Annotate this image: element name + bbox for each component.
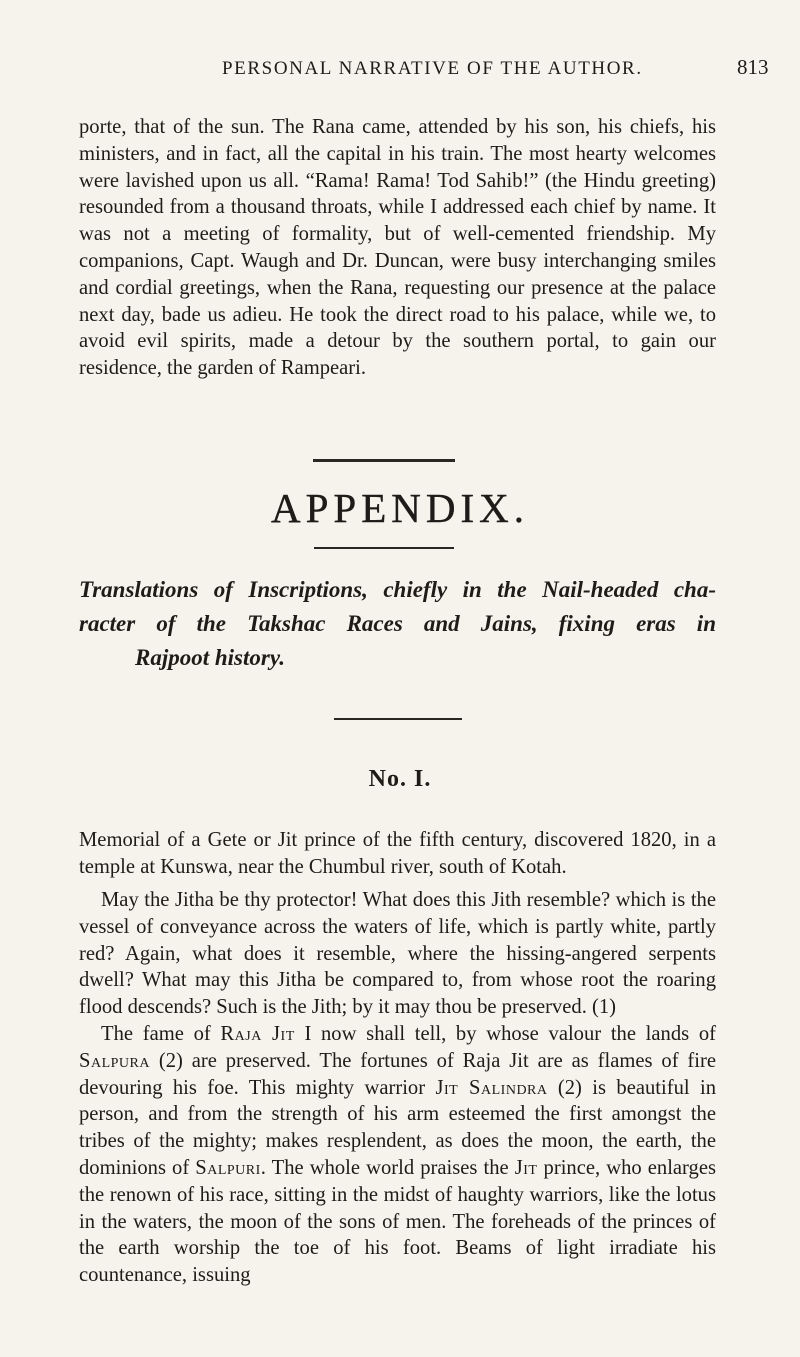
- text-run: (2) is beautiful in person, and from the strength of his arm esteemed the first amongst the tribes of the mighty; makes resplendent, as does the moon, the earth, the dominions of: [79, 1076, 716, 1179]
- name-salpuri: Salpuri: [195, 1156, 261, 1179]
- appendix-subtitle: [79, 573, 716, 675]
- inscription-number: No. I.: [368, 766, 432, 792]
- ornamental-rule-middle: [314, 547, 454, 549]
- name-jit: Jit: [514, 1156, 538, 1179]
- appendix-subtitle-line-3: Rajpoot history.: [135, 645, 285, 670]
- text-run: (2) are preserved. The fortunes of Raja Jit are as flames of fire devouring his foe. This mighty warrior: [79, 1049, 716, 1099]
- translation-paragraph-2: [79, 1021, 716, 1289]
- narrative-paragraph: porte, that of the sun. The Rana came, attended by his son, his chiefs, his ministers, and in fact, all the capital in his train. The most hearty welcomes were lavished upon us all. “Rama! Rama! Tod Sahib!” (the Hindu greeting) resounded from a thousand throats, while I addressed each chief by name. It was not a meeting of formality, but of well-cemented friendship. My companions, Capt. Waugh and Dr. Duncan, were busy interchanging smiles and cordial greetings, when the Rana, requesting our presence at the palace next day, bade us adieu. He took the direct road to his palace, while we, to avoid evil spirits, made a detour by the southern portal, to gain our residence, the garden of Rampeari.: [79, 116, 716, 380]
- memorial-intro: Memorial of a Gete or Jit prince of the fifth century, discovered 1820, in a temple at Kunswa, near the Chumbul river, south of Kotah.: [79, 829, 716, 878]
- text-run: prince, who enlarges the renown of his race, sitting in the midst of haughty warriors, like the lotus in the waters, the moon of the sons of men. The foreheads of the princes of the earth worship the toe of his foot. Beams of light irradiate his countenance, issuing: [79, 1156, 716, 1287]
- name-raja-jit: Raja Jit: [220, 1022, 295, 1045]
- ornamental-rule-lower: [334, 718, 462, 720]
- text-run: The fame of: [101, 1022, 221, 1045]
- ornamental-rule-top: [313, 459, 455, 462]
- page-number: 813: [737, 55, 769, 79]
- name-salpura: Salpura: [79, 1049, 150, 1072]
- text-run: I now shall tell, by whose valour the lands of: [294, 1022, 716, 1045]
- running-head: PERSONAL NARRATIVE OF THE AUTHOR.: [222, 58, 643, 79]
- appendix-subtitle-line-1: Translations of Inscriptions, chiefly in the Nail-headed cha-: [79, 577, 716, 602]
- appendix-subtitle-line-2: racter of the Takshac Races and Jains, fixing eras in: [79, 611, 716, 636]
- appendix-title: APPENDIX.: [271, 485, 529, 531]
- name-jit-salindra: Jit Salindra: [435, 1076, 548, 1099]
- translation-paragraph-1: May the Jitha be thy protector! What does this Jith resemble? which is the vessel of conveyance across the waters of life, which is partly white, partly red? Again, what does it resemble, where the hissing-angered serpents dwell? What may this Jitha be compared to, from whose root the roaring flood descends? Such is the Jith; by it may thou be preserved. (1): [79, 889, 716, 1019]
- text-run: . The whole world praises the: [260, 1156, 515, 1179]
- memorial-translation: [79, 887, 716, 1289]
